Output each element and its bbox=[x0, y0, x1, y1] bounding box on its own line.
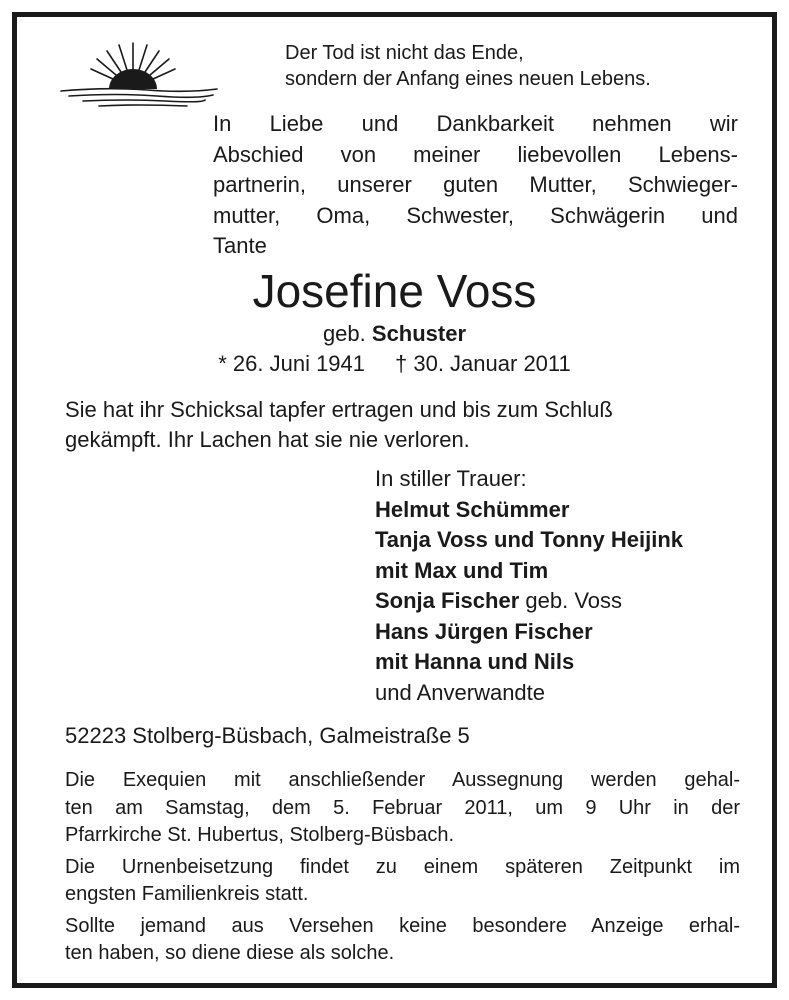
mourner-name: mit Hanna und Nils bbox=[375, 649, 575, 674]
mourner-name: Hans Jürgen Fischer bbox=[375, 618, 593, 644]
intro-line: mutter, Oma, Schwester, Schwägerin und bbox=[213, 202, 738, 228]
intro-line: Tante bbox=[213, 233, 267, 258]
intro-line: Abschied von meiner liebevollen Lebens- bbox=[213, 141, 738, 167]
info-paragraph bbox=[65, 854, 740, 909]
service-info bbox=[65, 767, 740, 972]
mourner-name: Sonja Fischer bbox=[375, 588, 520, 613]
info-line: ten haben, so diene diese als solche. bbox=[65, 942, 395, 964]
info-line: ten am Samstag, dem 5. Februar 2011, um 9 Uhr in der bbox=[65, 796, 740, 819]
deceased-name: Josefine Voss bbox=[252, 265, 537, 317]
intro-line: In Liebe und Dankbarkeit nehmen wir bbox=[213, 111, 738, 136]
mourners-others: und Anverwandte bbox=[375, 679, 546, 705]
fate-line: Sie hat ihr Schicksal tapfer ertragen und bis zum Schluß bbox=[65, 397, 613, 422]
birth-date: * 26. Juni 1941 bbox=[218, 351, 366, 376]
mourners-list bbox=[375, 464, 683, 708]
info-line: Sollte jemand aus Versehen keine besondere Anzeige erhal- bbox=[65, 914, 740, 937]
motto-line: Der Tod ist nicht das Ende, bbox=[285, 42, 524, 64]
address: 52223 Stolberg-Büsbach, Galmeistraße 5 bbox=[65, 723, 470, 748]
info-line: Pfarrkirche St. Hubertus, Stolberg-Büsbach. bbox=[65, 824, 455, 846]
fate-text bbox=[65, 395, 613, 455]
motto-line: sondern der Anfang eines neuen Lebens. bbox=[285, 68, 651, 90]
info-line: Die Urnenbeisetzung findet zu einem späteren Zeitpunkt im bbox=[65, 855, 740, 878]
mourner-name: mit Max und Tim bbox=[375, 557, 549, 583]
birth-name: Schuster bbox=[371, 321, 467, 346]
obituary-card bbox=[12, 12, 777, 988]
birth-prefix: geb. bbox=[322, 321, 366, 346]
mourner-name: Helmut Schümmer bbox=[375, 496, 570, 522]
intro-line: partnerin, unserer guten Mutter, Schwieger- bbox=[213, 172, 738, 197]
life-dates bbox=[17, 350, 772, 378]
motto bbox=[285, 40, 651, 92]
info-line: engsten Familienkreis statt. bbox=[65, 883, 309, 905]
sunset-icon bbox=[47, 39, 227, 109]
death-date: † 30. Januar 2011 bbox=[395, 351, 571, 376]
info-paragraph bbox=[65, 767, 740, 850]
mourner-name: Tanja Voss und Tonny Heijink bbox=[375, 527, 684, 552]
mourners-heading: In stiller Trauer: bbox=[375, 466, 527, 491]
info-line: Die Exequien mit anschließender Aussegnung werden gehal- bbox=[65, 769, 740, 791]
mourner-birth-name: geb. Voss bbox=[519, 588, 623, 613]
fate-line: gekämpft. Ihr Lachen hat sie nie verloren. bbox=[65, 427, 470, 452]
intro-text bbox=[213, 109, 738, 262]
info-paragraph bbox=[65, 913, 740, 968]
birth-name-line bbox=[17, 320, 772, 348]
